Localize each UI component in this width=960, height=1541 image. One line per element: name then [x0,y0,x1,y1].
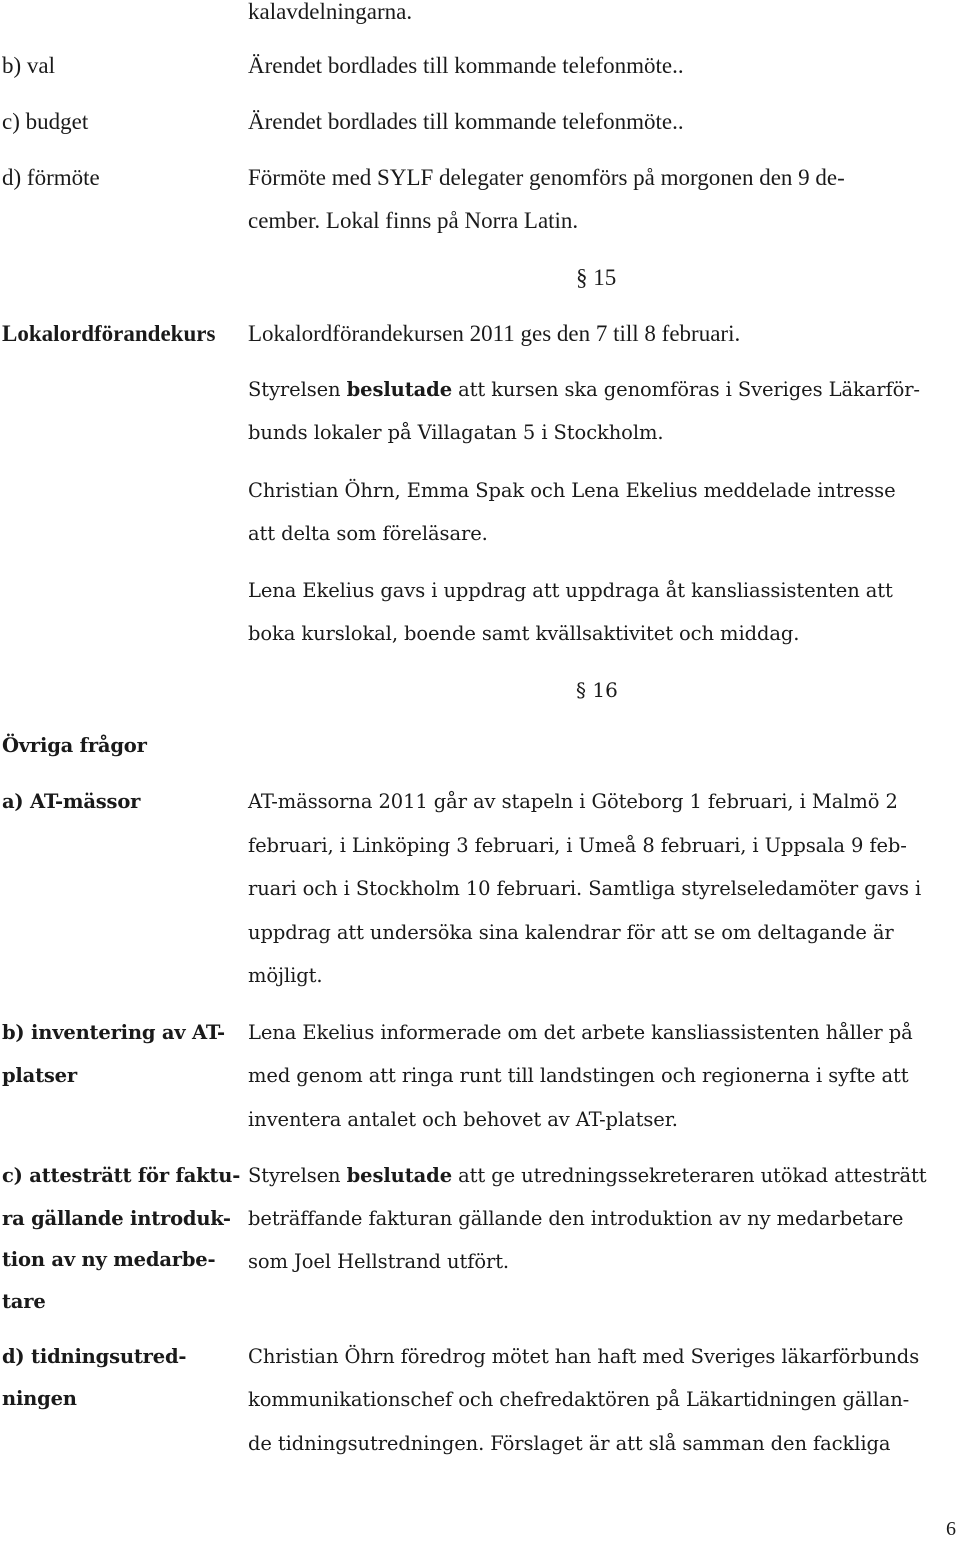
item-label-at-massor: a) AT-mässor [2,790,141,813]
item-text-val: Ärendet bordlades till kommande telefonmöte.. [248,53,684,78]
inventering-line: inventera antalet och behovet av AT-platser. [248,1108,678,1131]
item-label-attestratt: ra gällande introduk- [2,1207,231,1230]
section15-p3-line1: Lena Ekelius gavs i uppdrag att uppdraga åt kansliassistenten att [248,579,893,602]
item-label-inventering: b) inventering av AT- [2,1021,225,1044]
inventering-line: med genom att ringa runt till landstingen och regionerna i syfte att [248,1064,909,1087]
section15-p2-line2: att delta som föreläsare. [248,522,488,545]
attestratt-line: Styrelsen beslutade att ge utredningssekreteraren utökad attesträtt [248,1164,927,1187]
section15-line1: Lokalordförandekursen 2011 ges den 7 till 8 februari. [248,321,741,346]
page-number: 6 [946,1518,956,1540]
at-massor-line: februari, i Linköping 3 februari, i Umeå 8 februari, i Uppsala 9 feb- [248,834,907,857]
section-heading-ovriga-fragor: Övriga frågor [2,734,147,757]
attestratt-line: beträffande fakturan gällande den introduktion av ny medarbetare [248,1207,904,1230]
item-label-attestratt: tion av ny medarbe- [2,1248,216,1271]
item-label-attestratt: c) attesträtt för faktu- [2,1164,241,1187]
section-number-16: § 16 [576,678,618,702]
at-massor-line: ruari och i Stockholm 10 februari. Samtliga styrelseledamöter gavs i [248,877,922,900]
tidningsutredningen-line: kommunikationschef och chefredaktören på Läkartidningen gällan- [248,1388,910,1411]
item-text-budget: Ärendet bordlades till kommande telefonmöte.. [248,109,684,134]
section15-p1-line1: Styrelsen beslutade att kursen ska genomföras i Sveriges Läkarför- [248,378,920,401]
at-massor-line: möjligt. [248,964,323,987]
section-number-15: § 15 [576,265,617,290]
section15-p2-line1: Christian Öhrn, Emma Spak och Lena Ekelius meddelade intresse [248,479,896,502]
item-label-attestratt: tare [2,1290,46,1313]
section15-p3-line2: boka kurslokal, boende samt kvällsaktivitet och middag. [248,622,800,645]
section-heading-lokalordforandekurs: Lokalordförandekurs [2,321,216,346]
item-text-formote-2: cember. Lokal finns på Norra Latin. [248,208,579,233]
section15-p1-line2: bunds lokaler på Villagatan 5 i Stockholm. [248,421,664,444]
item-label-inventering: platser [2,1064,77,1087]
item-label-budget: c) budget [2,109,89,134]
attestratt-line: som Joel Hellstrand utfört. [248,1250,510,1273]
at-massor-line: uppdrag att undersöka sina kalendrar för att se om deltagande är [248,921,894,944]
continued-text: kalavdelningarna. [248,0,413,24]
tidningsutredningen-line: de tidningsutredningen. Förslaget är att slå samman den fackliga [248,1432,891,1455]
item-label-val: b) val [2,53,56,78]
item-label-tidningsutredningen: ningen [2,1387,77,1410]
inventering-line: Lena Ekelius informerade om det arbete kansliassistenten håller på [248,1021,913,1044]
at-massor-line: AT-mässorna 2011 går av stapeln i Göteborg 1 februari, i Malmö 2 [248,790,898,813]
item-label-formote: d) förmöte [2,165,100,190]
item-text-formote-1: Förmöte med SYLF delegater genomförs på morgonen den 9 de- [248,165,845,190]
item-label-tidningsutredningen: d) tidningsutred- [2,1345,187,1368]
tidningsutredningen-line: Christian Öhrn föredrog mötet han haft med Sveriges läkarförbunds [248,1345,920,1368]
